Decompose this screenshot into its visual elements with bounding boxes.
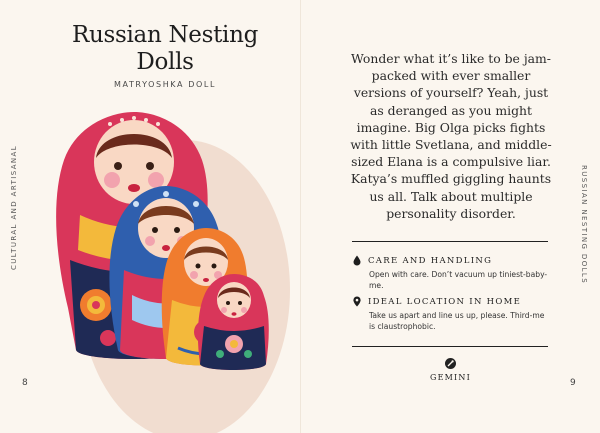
page-number-right: 9 (570, 378, 576, 388)
location-text: Take us apart and line us up, please. Third-me is claustrophobic. (369, 311, 545, 331)
doll-tiny-pink (198, 274, 269, 370)
page-number-left: 8 (22, 378, 28, 388)
droplet-icon (352, 255, 362, 266)
zodiac-sign (430, 358, 470, 382)
location-heading-row (352, 296, 548, 307)
care-heading: CARE AND HANDLING (368, 255, 493, 266)
body-paragraph: Wonder what it’s like to be jam-packed with ever smaller versions of yourself? Yeah, just as deranged as you might imagine. Big Olga picks fights with little Svetlana, and middle-sized Elana is a compulsive liar. Katya’s muffled giggling haunts us all. Talk about multiple personality disorder. (350, 51, 552, 221)
section-label-right: RUSSIAN NESTING DOLLS (580, 165, 588, 285)
gemini-icon (445, 358, 456, 369)
nesting-dolls-illustration (40, 100, 290, 433)
care-text: Open with care. Don’t vacuum up tiniest-baby-me. (369, 270, 548, 290)
zodiac-label: GEMINI (430, 373, 471, 382)
page-gutter (300, 0, 301, 433)
page-title: Russian Nesting Dolls (71, 22, 259, 75)
location-section (352, 296, 548, 332)
divider-top (352, 241, 548, 242)
location-heading: IDEAL LOCATION IN HOME (368, 296, 522, 307)
divider-bottom (352, 346, 548, 347)
care-section (352, 255, 548, 291)
section-label-left: CULTURAL AND ARTISANAL (10, 144, 18, 270)
care-heading-row (352, 255, 548, 266)
page-subtitle: MATRYOSHKA DOLL (113, 80, 217, 89)
map-pin-icon (352, 296, 362, 307)
